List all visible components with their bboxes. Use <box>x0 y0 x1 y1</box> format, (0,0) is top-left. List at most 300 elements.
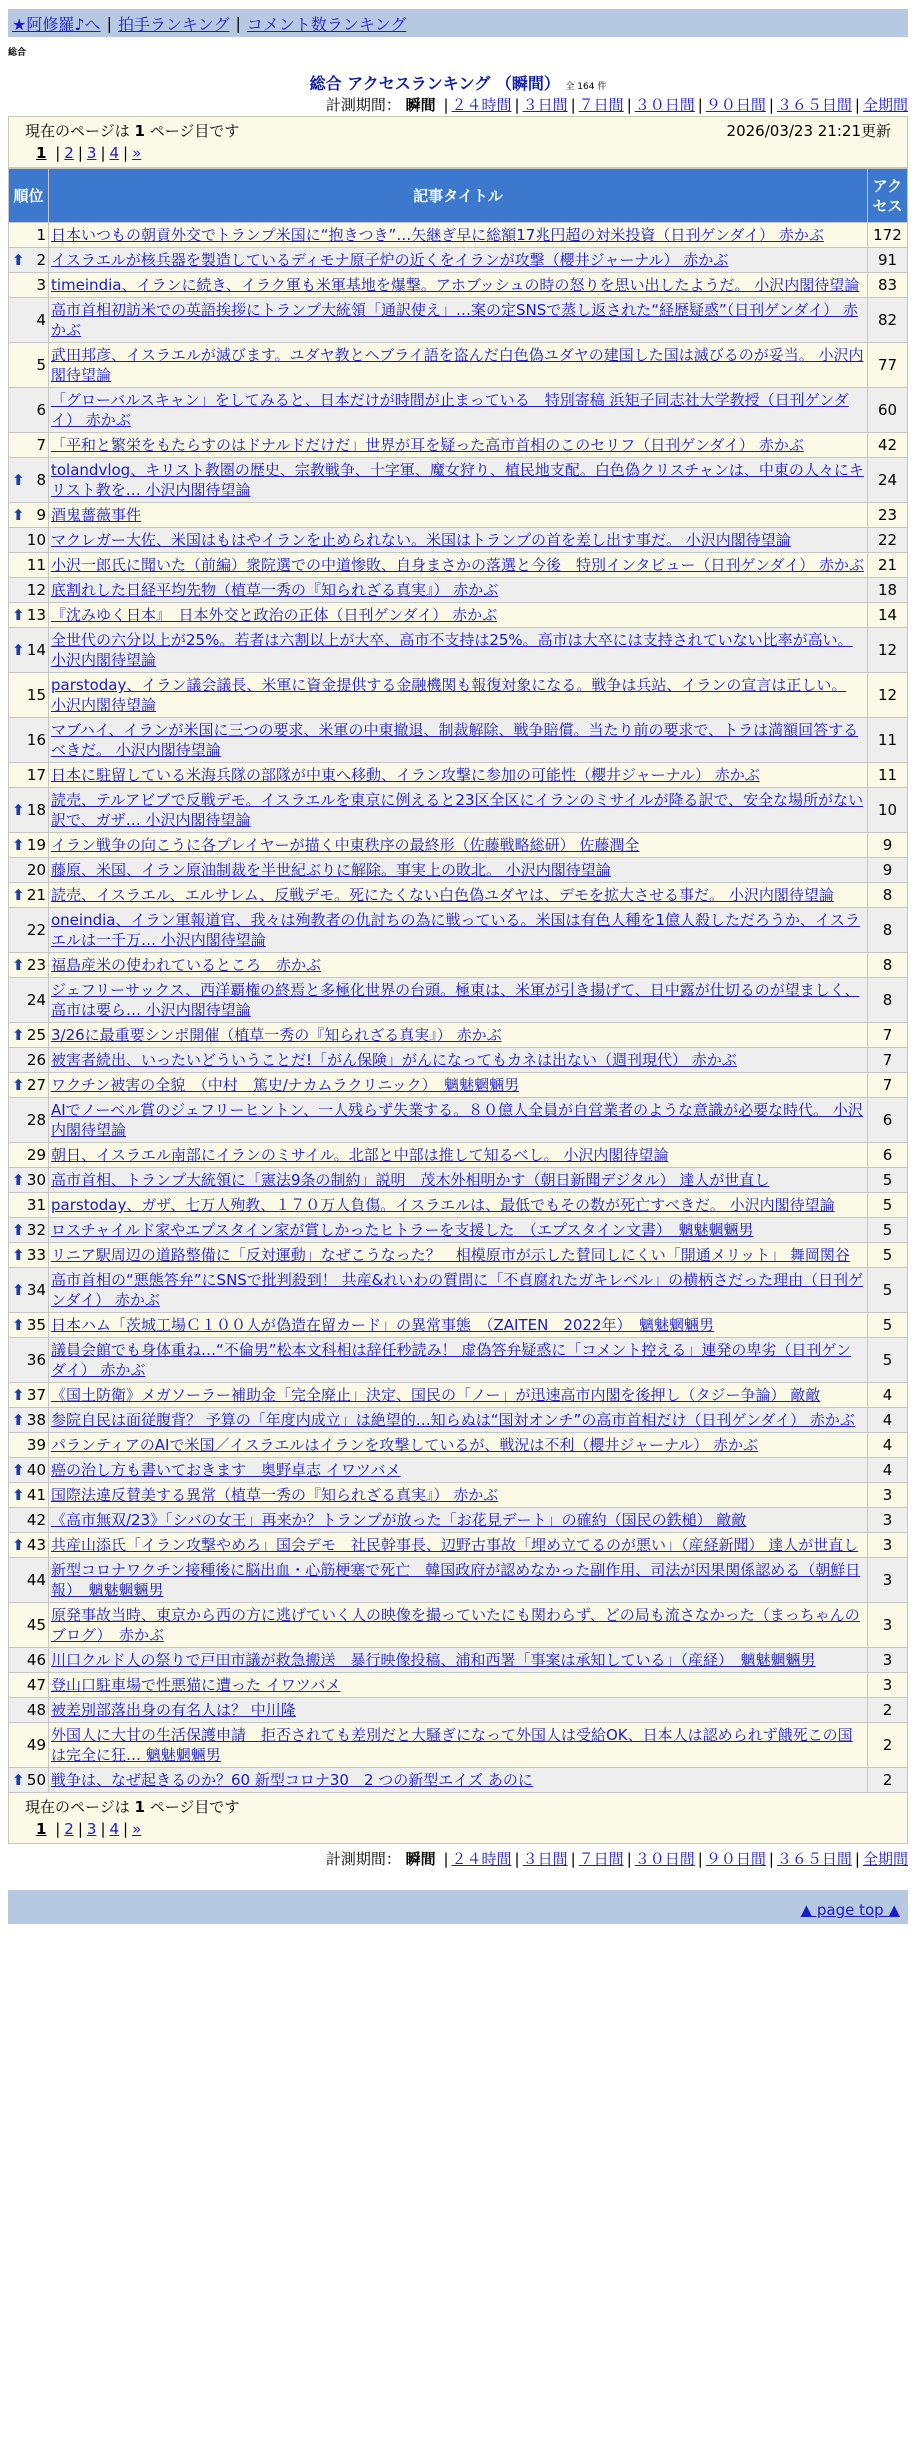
rank-number: 43 <box>26 1536 46 1554</box>
rank-cell <box>9 1098 49 1143</box>
table-row <box>9 343 908 388</box>
rank-up-arrow-icon: ⬆ <box>12 801 25 819</box>
access-count: 23 <box>868 503 908 528</box>
article-title-link[interactable]: パランティアのAIで米国／イスラエルはイランを攻撃しているが、戦況は不利（櫻井ジャーナル） 赤かぶ <box>51 1436 759 1454</box>
period-separator: | <box>626 96 632 114</box>
rank-up-arrow-icon: ⬆ <box>12 1771 25 1789</box>
article-title-link[interactable]: 高市首相の“悪態答弁”にSNSで批判殺到！ 共産&れいわの質問に「不貞腐れたガキレベル」の横柄さだった理由（日刊ゲンダイ） 赤かぶ <box>51 1271 864 1309</box>
access-count: 3 <box>868 1508 908 1533</box>
rank-number: 40 <box>26 1461 46 1479</box>
period-separator: | <box>697 1850 703 1868</box>
rank-number: 49 <box>26 1736 46 1754</box>
rank-up-arrow-icon: ⬆ <box>12 1386 25 1404</box>
article-title-link[interactable]: 国際法違反賛美する異常（植草一秀の『知られざる真実』） 赤かぶ <box>51 1486 499 1504</box>
table-row <box>9 433 908 458</box>
title-cell <box>49 433 868 458</box>
comment-ranking-link[interactable]: コメント数ランキング <box>246 14 407 34</box>
table-row <box>9 603 908 628</box>
rank-up-arrow-icon: ⬆ <box>12 471 25 489</box>
period-separator: | <box>443 96 449 114</box>
period-selector-bottom <box>8 1848 908 1870</box>
pager-link[interactable]: 2 <box>64 1820 74 1838</box>
title-cell <box>49 1768 868 1793</box>
title-cell <box>49 553 868 578</box>
table-row <box>9 1268 908 1313</box>
title-cell <box>49 1383 868 1408</box>
article-title-link[interactable]: 共産山添氏「イラン攻撃やめろ」国会デモ 社民幹事長、辺野古事故「埋め立てるのが悪い」（産経新聞） 達人が世直し <box>51 1536 859 1554</box>
rank-number: 26 <box>26 1051 46 1069</box>
rank-up-arrow-icon: ⬆ <box>12 641 25 659</box>
title-cell <box>49 503 868 528</box>
rank-up-arrow-icon: ⬆ <box>12 836 25 854</box>
rank-cell <box>9 978 49 1023</box>
period-link[interactable]: ２４時間 <box>451 96 512 114</box>
rank-cell <box>9 273 49 298</box>
article-title-link[interactable]: 《高市無双/23》「シバの女王」再来か？トランプが放った「お花見デート」の確約（国民の鉄槌） 敵敵 <box>51 1511 747 1529</box>
table-row <box>9 1603 908 1648</box>
rank-cell <box>9 718 49 763</box>
access-count: 8 <box>868 978 908 1023</box>
rank-cell <box>9 1023 49 1048</box>
access-count: 21 <box>868 553 908 578</box>
article-title-link[interactable]: 被害者続出、いったいどういうことだ!「がん保険」がんになってもカネは出ない（週刊現代） 赤かぶ <box>51 1051 737 1069</box>
table-row <box>9 1143 908 1168</box>
rank-cell <box>9 578 49 603</box>
page-status: 現在のページは 1 ページ目です <box>25 122 240 140</box>
article-title-link[interactable]: 読売、テルアビブで反戦デモ。イスラエルを東京に例えると23区全区にイランのミサイルが降る訳で、安全な場所がない訳で、ガザ… 小沢内閣待望論 <box>51 791 864 829</box>
title-cell <box>49 1483 868 1508</box>
ranking-table <box>8 168 908 1793</box>
pager-link[interactable]: » <box>132 144 142 162</box>
article-title-link[interactable]: 原発事故当時、東京から西の方に逃げていく人の映像を撮っていたにも関わらず、どの局も流さなかった（まっちゃんのブログ） 赤かぶ <box>51 1606 860 1644</box>
title-cell <box>49 1508 868 1533</box>
article-title-link[interactable]: 「グローバルスキャン」をしてみると、日本だけが時間が止まっている 特別寄稿 浜矩子同志社大学教授（日刊ゲンダイ） 赤かぶ <box>51 391 849 429</box>
rank-number: 2 <box>36 251 46 269</box>
table-row <box>9 718 908 763</box>
title-cell <box>49 1603 868 1648</box>
title-cell <box>49 788 868 833</box>
rank-number: 32 <box>26 1221 46 1239</box>
rank-up-arrow-icon: ⬆ <box>12 1316 25 1334</box>
rank-up-arrow-icon: ⬆ <box>12 1486 25 1504</box>
rank-number: 39 <box>26 1436 46 1454</box>
rank-number: 19 <box>26 836 46 854</box>
period-link[interactable]: ３０日間 <box>634 96 695 114</box>
title-cell <box>49 298 868 343</box>
page-top-link[interactable]: ▲ page top ▲ <box>800 1901 900 1919</box>
access-count: 5 <box>868 1243 908 1268</box>
rank-number: 44 <box>26 1571 46 1589</box>
table-row <box>9 763 908 788</box>
article-title-link[interactable]: 3/26に最重要シンポ開催（植草一秀の『知られざる真実』） 赤かぶ <box>51 1026 502 1044</box>
rank-cell <box>9 1073 49 1098</box>
nav-separator: | <box>106 13 112 33</box>
period-link[interactable]: ３６５日間 <box>776 96 852 114</box>
article-title-link[interactable]: oneindia、イラン軍報道官、我々は殉教者の仇討ちの為に戦っている。米国は有色人種を1億人殺しただろうか、イスラエルは一千万… 小沢内閣待望論 <box>51 911 860 949</box>
table-row <box>9 788 908 833</box>
rank-number: 23 <box>26 956 46 974</box>
article-title-link[interactable]: 日本に駐留している米海兵隊の部隊が中東へ移動、イラン攻撃に参加の可能性（櫻井ジャーナル） 赤かぶ <box>51 766 760 784</box>
rank-cell <box>9 833 49 858</box>
rank-cell <box>9 673 49 718</box>
rank-up-arrow-icon: ⬆ <box>12 1281 25 1299</box>
genre-label: 総合 <box>8 48 27 58</box>
table-row <box>9 1768 908 1793</box>
article-title-link[interactable]: 登山口駐車場で性悪猫に遭った イワツバメ <box>51 1676 341 1694</box>
period-link[interactable]: ９０日間 <box>705 1850 766 1868</box>
article-title-link[interactable]: 「平和と繁栄をもたらすのはドナルドだけだ」世界が耳を疑った高市首相のこのセリフ（日刊ゲンダイ） 赤かぶ <box>51 436 804 454</box>
rank-number: 16 <box>26 731 46 749</box>
article-title-link[interactable]: マクレガー大佐、米国はもはやイランを止められない。米国はトランプの首を差し出す事だ。 小沢内閣待望論 <box>51 531 791 549</box>
article-title-link[interactable]: 朝日、イスラエル南部にイランのミサイル。北部と中部は推して知るべし。 小沢内閣待望論 <box>51 1146 669 1164</box>
rank-up-arrow-icon: ⬆ <box>12 886 25 904</box>
title-cell <box>49 1243 868 1268</box>
rank-cell <box>9 1603 49 1648</box>
rank-number: 4 <box>36 311 46 329</box>
article-title-link[interactable]: イラン戦争の向こうに各プレイヤーが描く中東秩序の最終形（佐藤戦略総研） 佐藤潤全 <box>51 836 640 854</box>
table-row <box>9 673 908 718</box>
rank-number: 34 <box>26 1281 46 1299</box>
rank-cell <box>9 1723 49 1768</box>
rank-cell <box>9 1508 49 1533</box>
title-cell <box>49 718 868 763</box>
period-link[interactable]: ２４時間 <box>451 1850 512 1868</box>
rank-number: 7 <box>36 436 46 454</box>
title-cell <box>49 858 868 883</box>
period-link[interactable]: ３６５日間 <box>776 1850 852 1868</box>
rank-cell <box>9 883 49 908</box>
rank-number: 1 <box>36 226 46 244</box>
article-title-link[interactable]: 全世代の六分以上が25%。若者は六割以上が大卒、高市不支持は25%。高市は大卒には支持されていない比率が高い。 小沢内閣待望論 <box>51 631 853 669</box>
period-label: 計測期間： <box>325 1850 401 1868</box>
rank-number: 28 <box>26 1111 46 1129</box>
article-title-link[interactable]: イスラエルが核兵器を製造しているディモナ原子炉の近くをイランが攻撃（櫻井ジャーナル） 赤かぶ <box>51 251 729 269</box>
rank-number: 27 <box>26 1076 46 1094</box>
period-link[interactable]: ３０日間 <box>634 1850 695 1868</box>
article-title-link[interactable]: 藤原、米国、イラン原油制裁を半世紀ぶりに解除。事実上の敗北。 小沢内閣待望論 <box>51 861 611 879</box>
title-cell <box>49 1098 868 1143</box>
rank-cell <box>9 1408 49 1433</box>
article-title-link[interactable]: 武田邦彦、イスラエルが滅びます。ユダヤ教とヘブライ語を盗んだ白色偽ユダヤの建国した国は滅びるのが妥当。 小沢内閣待望論 <box>51 346 864 384</box>
period-separator: | <box>443 1850 449 1868</box>
rank-number: 46 <box>26 1651 46 1669</box>
table-row <box>9 528 908 553</box>
table-row <box>9 1458 908 1483</box>
article-title-link[interactable]: 川口クルド人の祭りで戸田市議が救急搬送 暴行映像投稿、浦和西署「事案は承知している」（産経） 魑魅魍魎男 <box>51 1651 816 1669</box>
access-count: 7 <box>868 1023 908 1048</box>
access-count: 5 <box>868 1218 908 1243</box>
rank-number: 9 <box>36 506 46 524</box>
period-separator: | <box>514 96 520 114</box>
rank-cell <box>9 1433 49 1458</box>
table-row <box>9 1533 908 1558</box>
col-title-header: 記事タイトル <box>49 169 868 223</box>
rank-number: 41 <box>26 1486 46 1504</box>
article-title-link[interactable]: 酒鬼薔薇事件 <box>51 506 142 524</box>
title-cell <box>49 833 868 858</box>
title-cell <box>49 1218 868 1243</box>
rank-cell <box>9 343 49 388</box>
article-title-link[interactable]: tolandvlog、キリスト教圏の歴史、宗教戦争、十字軍、魔女狩り、植民地支配。白色偽クリスチャンは、中東の人々にキリスト教を… 小沢内閣待望論 <box>51 461 864 499</box>
article-title-link[interactable]: 戦争は、なぜ起きるのか？60 新型コロナ30 2 つの新型エイズ あのに <box>51 1771 533 1789</box>
access-count: 5 <box>868 1313 908 1338</box>
title-cell <box>49 1648 868 1673</box>
period-separator: | <box>514 1850 520 1868</box>
period-link[interactable]: 全期間 <box>862 1850 908 1868</box>
rank-up-arrow-icon: ⬆ <box>12 1411 25 1429</box>
page-current: 1 <box>36 1820 47 1838</box>
access-count: 3 <box>868 1483 908 1508</box>
rank-number: 25 <box>26 1026 46 1044</box>
article-title-link[interactable]: 癌の治し方も書いておきます 奥野卓志 イワツバメ <box>51 1461 401 1479</box>
rank-cell <box>9 1338 49 1383</box>
rank-cell <box>9 1648 49 1673</box>
rank-number: 13 <box>26 606 46 624</box>
rank-cell <box>9 223 49 248</box>
access-count: 5 <box>868 1168 908 1193</box>
rank-number: 5 <box>36 356 46 374</box>
ranking-title: 総合 アクセスランキング （瞬間） <box>309 74 560 93</box>
page-current: 1 <box>36 144 47 162</box>
title-cell <box>49 1338 868 1383</box>
article-title-link[interactable]: ジェフリーサックス、西洋覇権の終焉と多極化世界の台頭。極東は、米軍が引き揚げて、日中露が仕切るのが望ましく、高市は要ら… 小沢内閣待望論 <box>51 981 860 1019</box>
access-count: 8 <box>868 908 908 953</box>
period-link[interactable]: ３日間 <box>522 96 568 114</box>
rank-cell <box>9 1768 49 1793</box>
rank-up-arrow-icon: ⬆ <box>12 606 25 624</box>
title-cell <box>49 223 868 248</box>
article-title-link[interactable]: 外国人に大甘の生活保護申請 拒否されても差別だと大騒ぎになって外国人は受給OK、日本人は認められず餓死この国は完全に狂… 魑魅魍魎男 <box>51 1726 853 1764</box>
rank-cell <box>9 1698 49 1723</box>
pager-link[interactable]: 2 <box>64 144 74 162</box>
article-title-link[interactable]: parstoday、イラン議会議長、米軍に資金提供する金融機関も報復対象になる。戦争は兵站、イランの宣言は正しい。 小沢内閣待望論 <box>51 676 847 714</box>
rank-number: 3 <box>36 276 46 294</box>
table-row <box>9 1408 908 1433</box>
pager-separator: | <box>55 1820 61 1838</box>
title-cell <box>49 1673 868 1698</box>
rank-cell <box>9 1048 49 1073</box>
pager-separator: | <box>100 144 106 162</box>
pager-separator: | <box>55 144 61 162</box>
rank-number: 20 <box>26 861 46 879</box>
rank-up-arrow-icon: ⬆ <box>12 1536 25 1554</box>
period-separator: | <box>768 96 774 114</box>
rank-up-arrow-icon: ⬆ <box>12 1171 25 1189</box>
access-count: 83 <box>868 273 908 298</box>
pager-separator: | <box>123 144 129 162</box>
table-row <box>9 628 908 673</box>
title-cell <box>49 578 868 603</box>
article-title-link[interactable]: 高市首相、トランプ大統領に「憲法9条の制約」説明 茂木外相明かす（朝日新聞デジタル） 達人が世直し <box>51 1171 770 1189</box>
table-row <box>9 1048 908 1073</box>
rank-number: 15 <box>26 686 46 704</box>
title-cell <box>49 1143 868 1168</box>
article-title-link[interactable]: 高市首相初訪米での英語挨拶にトランプ大統領「通訳使え」…案の定SNSで蒸し返された“経歴疑惑”（日刊ゲンダイ） 赤かぶ <box>51 301 858 339</box>
rank-cell <box>9 858 49 883</box>
rank-number: 21 <box>26 886 46 904</box>
rank-number: 24 <box>26 991 46 1009</box>
period-selector-top <box>8 94 908 116</box>
access-count: 82 <box>868 298 908 343</box>
access-count: 77 <box>868 343 908 388</box>
period-separator: | <box>854 96 860 114</box>
article-title-link[interactable]: 日本いつもの朝貢外交でトランプ米国に“抱きつき”…矢継ぎ早に総額17兆円超の対米投資（日刊ゲンダイ） 赤かぶ <box>51 226 824 244</box>
period-link[interactable]: ９０日間 <box>705 96 766 114</box>
rank-cell <box>9 1533 49 1558</box>
article-title-link[interactable]: マブハイ、イランが米国に三つの要求、米軍の中東撤退、制裁解除、戦争賠償。当たり前の要求で、トラは満額回答するべきだ。 小沢内閣待望論 <box>51 721 859 759</box>
table-row <box>9 248 908 273</box>
table-row <box>9 1383 908 1408</box>
title-cell <box>49 1408 868 1433</box>
article-title-link[interactable]: リニア駅周辺の道路整備に「反対運動」なぜこうなった？ 相模原市が示した賛同しにくい「開通メリット」 舞岡関谷 <box>51 1246 850 1264</box>
article-title-link[interactable]: 日本ハム「茨城工場Ｃ１００人が偽造在留カード」の異常事態 （ZAITEN 2022年） 魑魅魍魎男 <box>51 1316 714 1334</box>
table-row <box>9 578 908 603</box>
title-cell <box>49 1698 868 1723</box>
access-count: 9 <box>868 858 908 883</box>
access-count: 12 <box>868 628 908 673</box>
access-count: 4 <box>868 1433 908 1458</box>
article-title-link[interactable]: 新型コロナワクチン接種後に脳出血・心筋梗塞で死亡 韓国政府が認めなかった副作用、司法が因果関係認める（朝鮮日報） 魑魅魍魎男 <box>51 1561 861 1599</box>
pager-link[interactable]: » <box>132 1820 142 1838</box>
period-link[interactable]: 全期間 <box>862 96 908 114</box>
access-count: 5 <box>868 1338 908 1383</box>
table-row <box>9 223 908 248</box>
article-title-link[interactable]: 『沈みゆく日本』 日本外交と政治の正体（日刊ゲンダイ） 赤かぶ <box>51 606 498 624</box>
table-row <box>9 1723 908 1768</box>
rank-cell <box>9 1243 49 1268</box>
title-cell <box>49 628 868 673</box>
period-link[interactable]: ７日間 <box>578 96 624 114</box>
rank-cell <box>9 1383 49 1408</box>
table-row <box>9 833 908 858</box>
period-label: 計測期間： <box>325 96 401 114</box>
rank-up-arrow-icon: ⬆ <box>12 956 25 974</box>
rank-number: 6 <box>36 401 46 419</box>
pager-top <box>8 116 908 168</box>
rank-number: 37 <box>26 1386 46 1404</box>
title-cell <box>49 763 868 788</box>
rank-cell <box>9 1268 49 1313</box>
table-row <box>9 1338 908 1383</box>
title-cell <box>49 603 868 628</box>
table-row <box>9 1483 908 1508</box>
article-title-link[interactable]: 被差別部落出身の有名人は？ 中川隆 <box>51 1701 296 1719</box>
article-title-link[interactable]: ワクチン被害の全貌 （中村 篤史/ナカムラクリニック） 魑魅魍魎男 <box>51 1076 520 1094</box>
table-row <box>9 273 908 298</box>
table-row <box>9 388 908 433</box>
title-cell <box>49 1433 868 1458</box>
access-count: 3 <box>868 1603 908 1648</box>
article-title-link[interactable]: 議員会館でも身体重ね…“不倫男”松本文科相は辞任秒読み！ 虚偽答弁疑惑に「コメント控える」連発の卑劣（日刊ゲンダイ） 赤かぶ <box>51 1341 852 1379</box>
access-count: 2 <box>868 1698 908 1723</box>
title-cell <box>49 1558 868 1603</box>
page-title <box>8 71 908 91</box>
title-cell <box>49 673 868 718</box>
rank-cell <box>9 1673 49 1698</box>
article-title-link[interactable]: AIでノーベル賞のジェフリーヒントン、一人残らず失業する。８０億人全員が自営業者のような意識が必要な時代。 小沢内閣待望論 <box>51 1101 863 1139</box>
article-title-link[interactable]: 小沢一郎氏に聞いた（前編）衆院選での中道惨敗、自身まさかの落選と今後 特別インタビュー（日刊ゲンダイ） 赤かぶ <box>51 556 864 574</box>
access-count: 10 <box>868 788 908 833</box>
article-title-link[interactable]: 福島産米の使われているところ 赤かぶ <box>51 956 322 974</box>
updated-timestamp: 2026/03/23 21:21更新 <box>726 122 891 140</box>
access-count: 6 <box>868 1143 908 1168</box>
rank-cell <box>9 603 49 628</box>
article-title-link[interactable]: 読売、イスラエル、エルサレム、反戦デモ。死にたくない白色偽ユダヤは、デモを拡大させる事だ。 小沢内閣待望論 <box>51 886 834 904</box>
access-count: 2 <box>868 1723 908 1768</box>
rank-up-arrow-icon: ⬆ <box>12 1461 25 1479</box>
article-title-link[interactable]: timeindia、イランに続き、イラク軍も米軍基地を爆撃。アホブッシュの時の怒りを思い出したようだ。 小沢内閣待望論 <box>51 276 860 294</box>
home-link[interactable]: ★阿修羅♪へ <box>12 14 101 34</box>
table-row <box>9 1673 908 1698</box>
table-row <box>9 1648 908 1673</box>
access-count: 14 <box>868 603 908 628</box>
period-current: 瞬間 <box>405 96 436 114</box>
title-cell <box>49 1073 868 1098</box>
pager-link[interactable]: 4 <box>109 1820 120 1838</box>
rank-number: 35 <box>26 1316 46 1334</box>
access-count: 8 <box>868 953 908 978</box>
pager-link[interactable]: 3 <box>86 1820 97 1838</box>
article-title-link[interactable]: 参院自民は面従腹背？ 予算の「年度内成立」は絶望的…知らぬは“国対オンチ”の高市首相だけ（日刊ゲンダイ） 赤かぶ <box>51 1411 855 1429</box>
access-count: 4 <box>868 1383 908 1408</box>
rank-number: 14 <box>26 641 46 659</box>
rank-number: 50 <box>26 1771 46 1789</box>
article-title-link[interactable]: 《国土防衛》メガソーラー補助金「完全廃止」決定、国民の「ノー」が迅速高市内閣を後押し（タジー争論） 敵敵 <box>51 1386 821 1404</box>
rank-cell <box>9 248 49 273</box>
rank-number: 10 <box>26 531 46 549</box>
article-title-link[interactable]: ロスチャイルド家やエプスタイン家が賞しかったヒトラーを支援した （エプスタイン文書） 魑魅魍魎男 <box>51 1221 754 1239</box>
rank-number: 38 <box>26 1411 46 1429</box>
pager-link[interactable]: 3 <box>86 144 97 162</box>
access-count: 5 <box>868 1268 908 1313</box>
period-link[interactable]: ７日間 <box>578 1850 624 1868</box>
period-separator: | <box>570 1850 576 1868</box>
article-title-link[interactable]: 底割れした日経平均先物（植草一秀の『知られざる真実』） 赤かぶ <box>51 581 499 599</box>
rank-up-arrow-icon: ⬆ <box>12 1221 25 1239</box>
title-cell <box>49 1723 868 1768</box>
title-cell <box>49 273 868 298</box>
rank-number: 22 <box>26 921 46 939</box>
rank-number: 18 <box>26 801 46 819</box>
table-row <box>9 298 908 343</box>
rank-up-arrow-icon: ⬆ <box>12 1246 25 1264</box>
pager-separator: | <box>100 1820 106 1838</box>
table-row <box>9 883 908 908</box>
rank-number: 42 <box>26 1511 46 1529</box>
access-count: 4 <box>868 1408 908 1433</box>
table-row <box>9 1508 908 1533</box>
rank-cell <box>9 528 49 553</box>
rank-number: 31 <box>26 1196 46 1214</box>
title-cell <box>49 978 868 1023</box>
table-row <box>9 458 908 503</box>
nav-separator: | <box>235 13 241 33</box>
period-link[interactable]: ３日間 <box>522 1850 568 1868</box>
rank-number: 47 <box>26 1676 46 1694</box>
top-nav-bar <box>8 9 908 37</box>
clap-ranking-link[interactable]: 拍手ランキング <box>117 14 230 34</box>
rank-number: 36 <box>26 1351 46 1369</box>
access-count: 3 <box>868 1648 908 1673</box>
article-title-link[interactable]: parstoday、ガザ、七万人殉教、１７０万人負傷。イスラエルは、最低でもその数が死亡すべきだ。 小沢内閣待望論 <box>51 1196 835 1214</box>
period-separator: | <box>768 1850 774 1868</box>
pager-link[interactable]: 4 <box>109 144 120 162</box>
access-count: 7 <box>868 1073 908 1098</box>
access-count: 42 <box>868 433 908 458</box>
table-row <box>9 1073 908 1098</box>
rank-up-arrow-icon: ⬆ <box>12 1076 25 1094</box>
table-row <box>9 1193 908 1218</box>
